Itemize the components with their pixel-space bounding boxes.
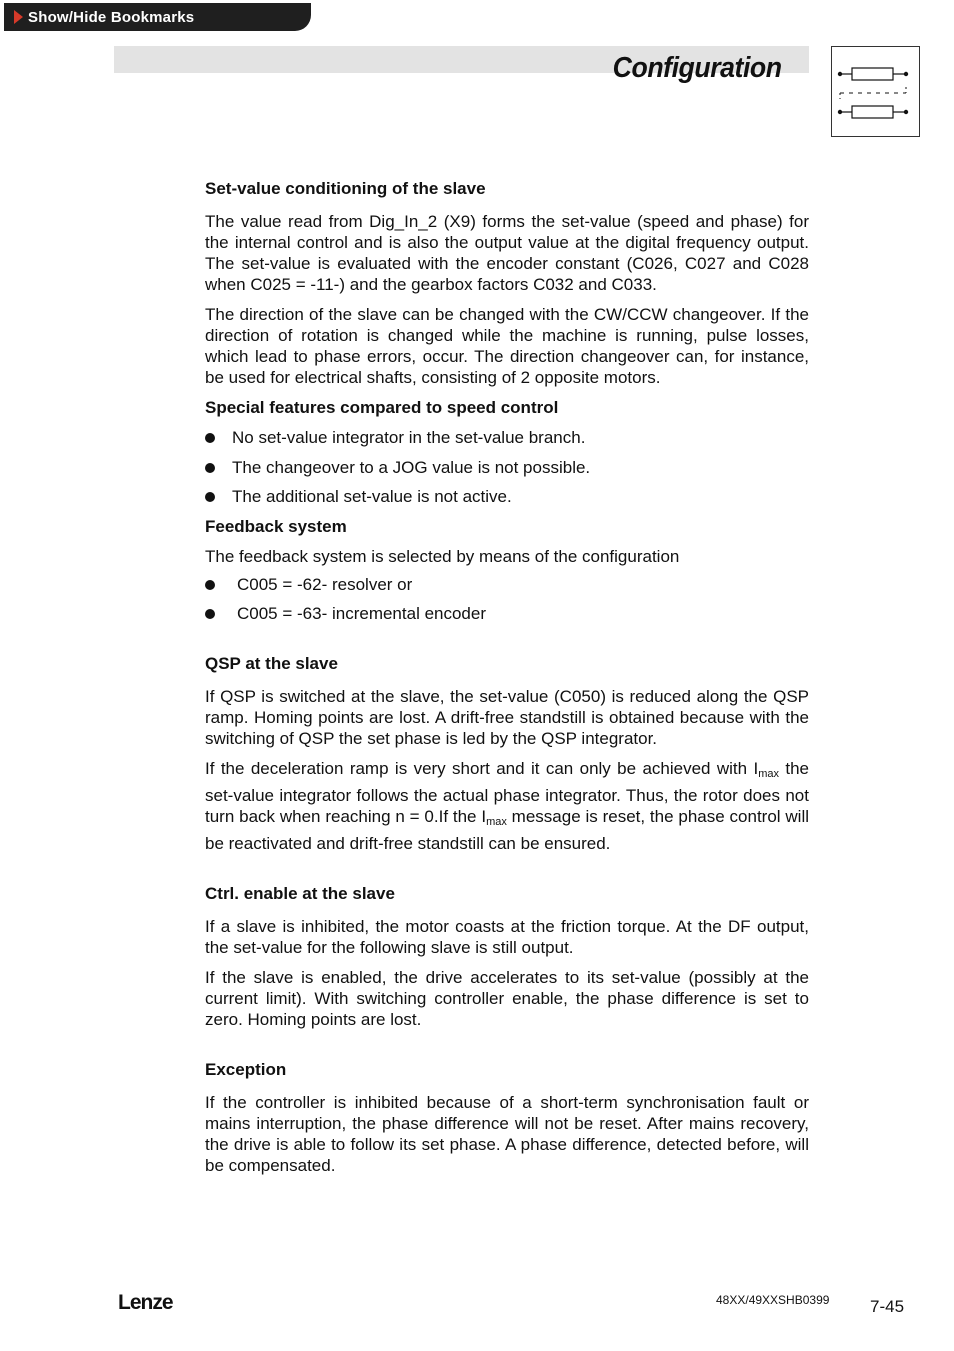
paragraph: If the slave is enabled, the drive accelerates to its set-value (possibly at the current limit). With switching controller enable, the phase difference is set to zero. Homing points are lost. — [205, 967, 809, 1029]
bullet-icon — [205, 492, 215, 502]
heading-special-features: Special features compared to speed control — [205, 398, 559, 417]
heading-ctrl-enable: Ctrl. enable at the slave — [205, 883, 395, 903]
list-item: The changeover to a JOG value is not possible. — [205, 457, 809, 479]
paragraph: If QSP is switched at the slave, the set-value (C050) is reduced along the QSP ramp. Homing points are lost. A drift-free standstill is obtained because with the switching of QSP the set phase is led by the QSP integrator. — [205, 686, 809, 748]
spacer — [205, 1039, 809, 1059]
bullet-icon — [205, 580, 215, 590]
bullet-icon — [205, 463, 215, 473]
show-hide-bookmarks-button[interactable] — [4, 3, 311, 31]
paragraph: If a slave is inhibited, the motor coasts at the friction torque. At the DF output, the set-value for the following slave is still output. — [205, 916, 809, 957]
document-code: 48XX/49XXSHB0399 — [716, 1293, 830, 1307]
page-number: 7-45 — [870, 1297, 905, 1316]
special-features-list — [205, 427, 809, 508]
list-item: The additional set-value is not active. — [205, 486, 809, 508]
triangle-right-icon — [14, 10, 23, 24]
lenze-logo: Lenze — [118, 1291, 173, 1314]
circuit-schematic-icon — [831, 46, 920, 137]
spacer — [205, 863, 809, 883]
paragraph-imax: If the deceleration ramp is very short and it can only be achieved with $I_{max}$ the set-value integrator follows the actual phase integrator. Thus, the rotor does not turn back when reaching n = 0.If the $I_{max}$ message is reset, the phase control will be reactivated and drift-free standstill can be ensured. — [205, 758, 810, 853]
heading-feedback-system: Feedback system — [205, 516, 347, 536]
bullet-icon — [205, 433, 215, 443]
list-item: C005 = -62- resolver or — [205, 574, 809, 596]
bullet-icon — [205, 609, 215, 619]
page-title: Configuration — [613, 52, 782, 84]
heading-exception: Exception — [205, 1059, 287, 1079]
paragraph: The direction of the slave can be changed with the CW/CCW changeover. If the direction of rotation is changed while the machine is running, pulse losses, which lead to phase errors, occur. The direction changeover can, for instance, be used for electrical shafts, consisting of 2 opposite motors. — [205, 305, 809, 387]
paragraph: If the controller is inhibited because of a short-term synchronisation fault or mains interruption, the phase difference will not be reset. After mains recovery, the drive is able to follow its set phase. A phase difference, detected before, will be compensated. — [205, 1092, 809, 1175]
page-content — [205, 178, 809, 1185]
list-item: No set-value integrator in the set-value branch. — [205, 427, 809, 449]
feedback-list — [205, 574, 809, 626]
paragraph: The value read from Dig_In_2 (X9) forms the set-value (speed and phase) for the internal control and is also the output value at the digital frequency output. The set-value is evaluated with the encoder constant (C026, C027 and C028 when C025 = -11-) and the gearbox factors C032 and C033. — [205, 212, 809, 294]
paragraph: The feedback system is selected by means of the configuration — [205, 546, 680, 566]
bookmarks-label: Show/Hide Bookmarks — [28, 8, 195, 26]
list-item: C005 = -63- incremental encoder — [205, 603, 809, 625]
spacer — [205, 633, 809, 653]
heading-qsp: QSP at the slave — [205, 653, 338, 673]
heading-setvalue-conditioning: Set-value conditioning of the slave — [205, 179, 486, 198]
